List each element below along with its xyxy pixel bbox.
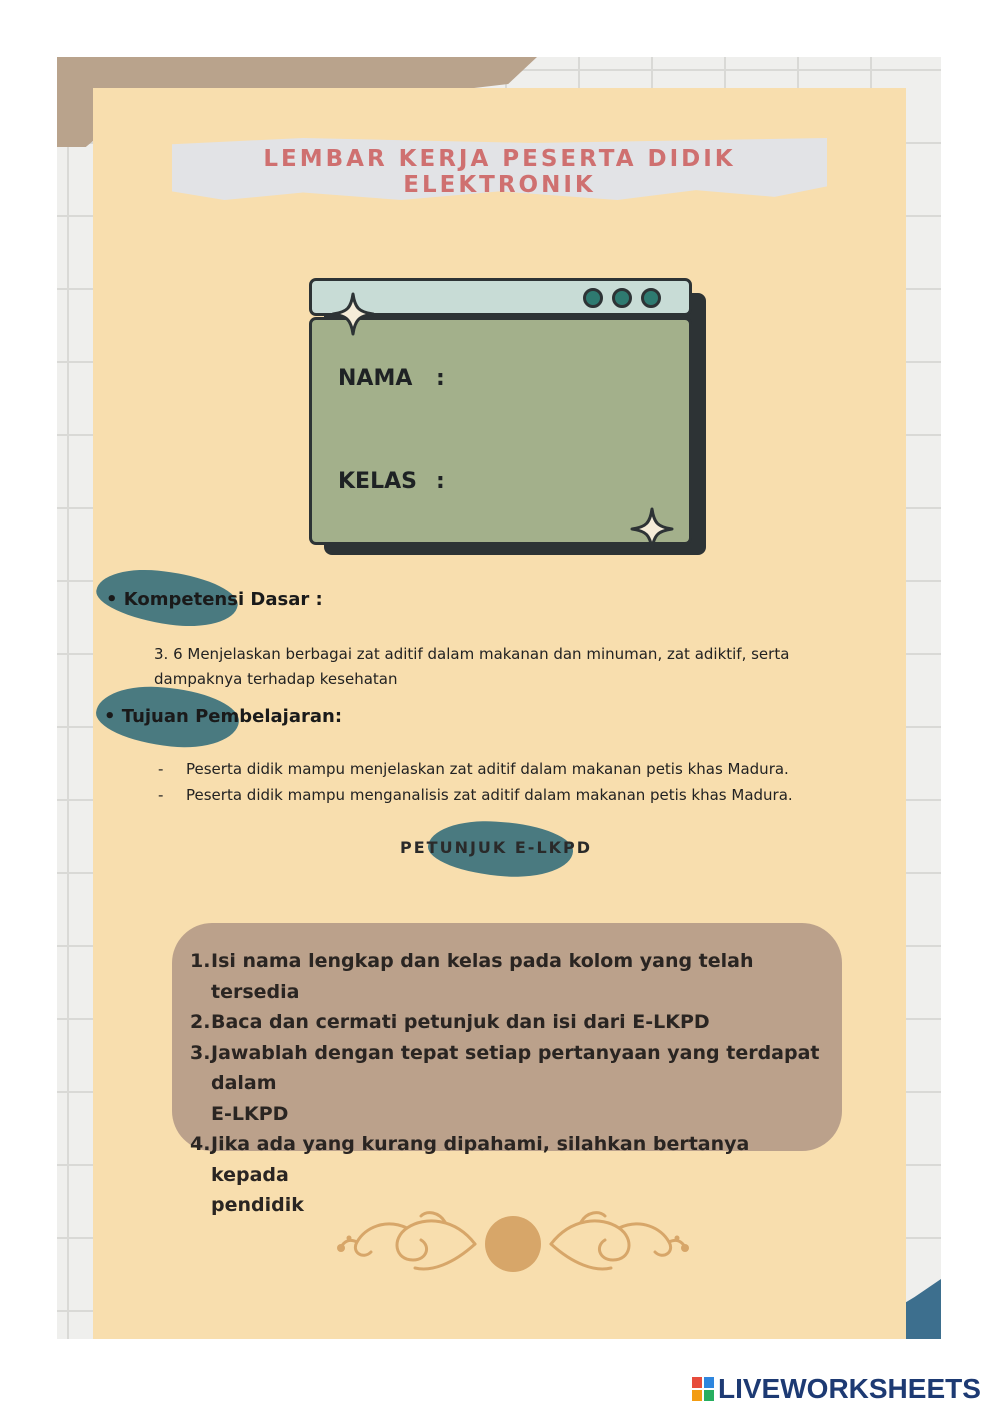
flourish-ornament-icon — [335, 1208, 691, 1280]
name-colon: : — [436, 366, 445, 391]
window-dot-icon — [641, 288, 661, 308]
competency-text — [154, 642, 789, 692]
instruction-text: Baca dan cermati petunjuk dan isi dari E-LKPD — [211, 1011, 710, 1033]
name-label: NAMA — [338, 366, 413, 391]
competency-line: 3. 6 Menjelaskan berbagai zat aditif dalam makanan dan minuman, zat adiktif, serta — [154, 645, 790, 663]
objectives-heading: • Tujuan Pembelajaran: — [104, 706, 343, 727]
class-label: KELAS — [338, 469, 417, 494]
instruction-item — [190, 1007, 830, 1038]
instruction-number: 4. — [190, 1133, 211, 1155]
sparkle-icon — [331, 292, 375, 336]
page-title: LEMBAR KERJA PESERTA DIDIK ELEKTRONIK — [263, 146, 736, 198]
competency-line: dampaknya terhadap kesehatan — [154, 670, 398, 688]
window-dot-icon — [612, 288, 632, 308]
sparkle-icon — [630, 507, 674, 551]
instructions-heading: PETUNJUK E-LKPD — [400, 838, 593, 857]
competency-heading: • Kompetensi Dasar : — [106, 589, 323, 610]
instruction-number: 2. — [190, 1011, 211, 1033]
objective-item — [158, 786, 793, 804]
instruction-item — [190, 1129, 830, 1221]
brand-name: LIVEWORKSHEETS — [718, 1373, 981, 1404]
liveworksheets-logo-icon — [692, 1377, 714, 1401]
liveworksheets-logo — [692, 1372, 981, 1406]
instruction-text: pendidik — [211, 1194, 304, 1216]
objective-text: Peserta didik mampu menganalisis zat aditif dalam makanan petis khas Madura. — [186, 786, 793, 804]
instruction-item — [190, 1038, 830, 1130]
instruction-number: 3. — [190, 1041, 211, 1064]
objective-text: Peserta didik mampu menjelaskan zat aditif dalam makanan petis khas Madura. — [186, 760, 789, 778]
class-colon: : — [436, 469, 445, 494]
instruction-number: 1. — [190, 950, 211, 972]
window-dot-icon — [583, 288, 603, 308]
instruction-text: E-LKPD — [211, 1102, 289, 1125]
instruction-text: Jawablah dengan tepat setiap pertanyaan yang terdapat dalam — [211, 1041, 820, 1094]
instruction-text: Isi nama lengkap dan kelas pada kolom yang telah tersedia — [211, 950, 754, 1003]
bullet-dash: - — [158, 760, 164, 778]
instruction-item — [190, 946, 830, 1007]
objective-item — [158, 760, 789, 778]
bullet-dash: - — [158, 786, 164, 804]
instruction-text: Jika ada yang kurang dipahami, silahkan bertanya kepada — [211, 1133, 750, 1186]
instructions-list — [190, 946, 830, 1221]
